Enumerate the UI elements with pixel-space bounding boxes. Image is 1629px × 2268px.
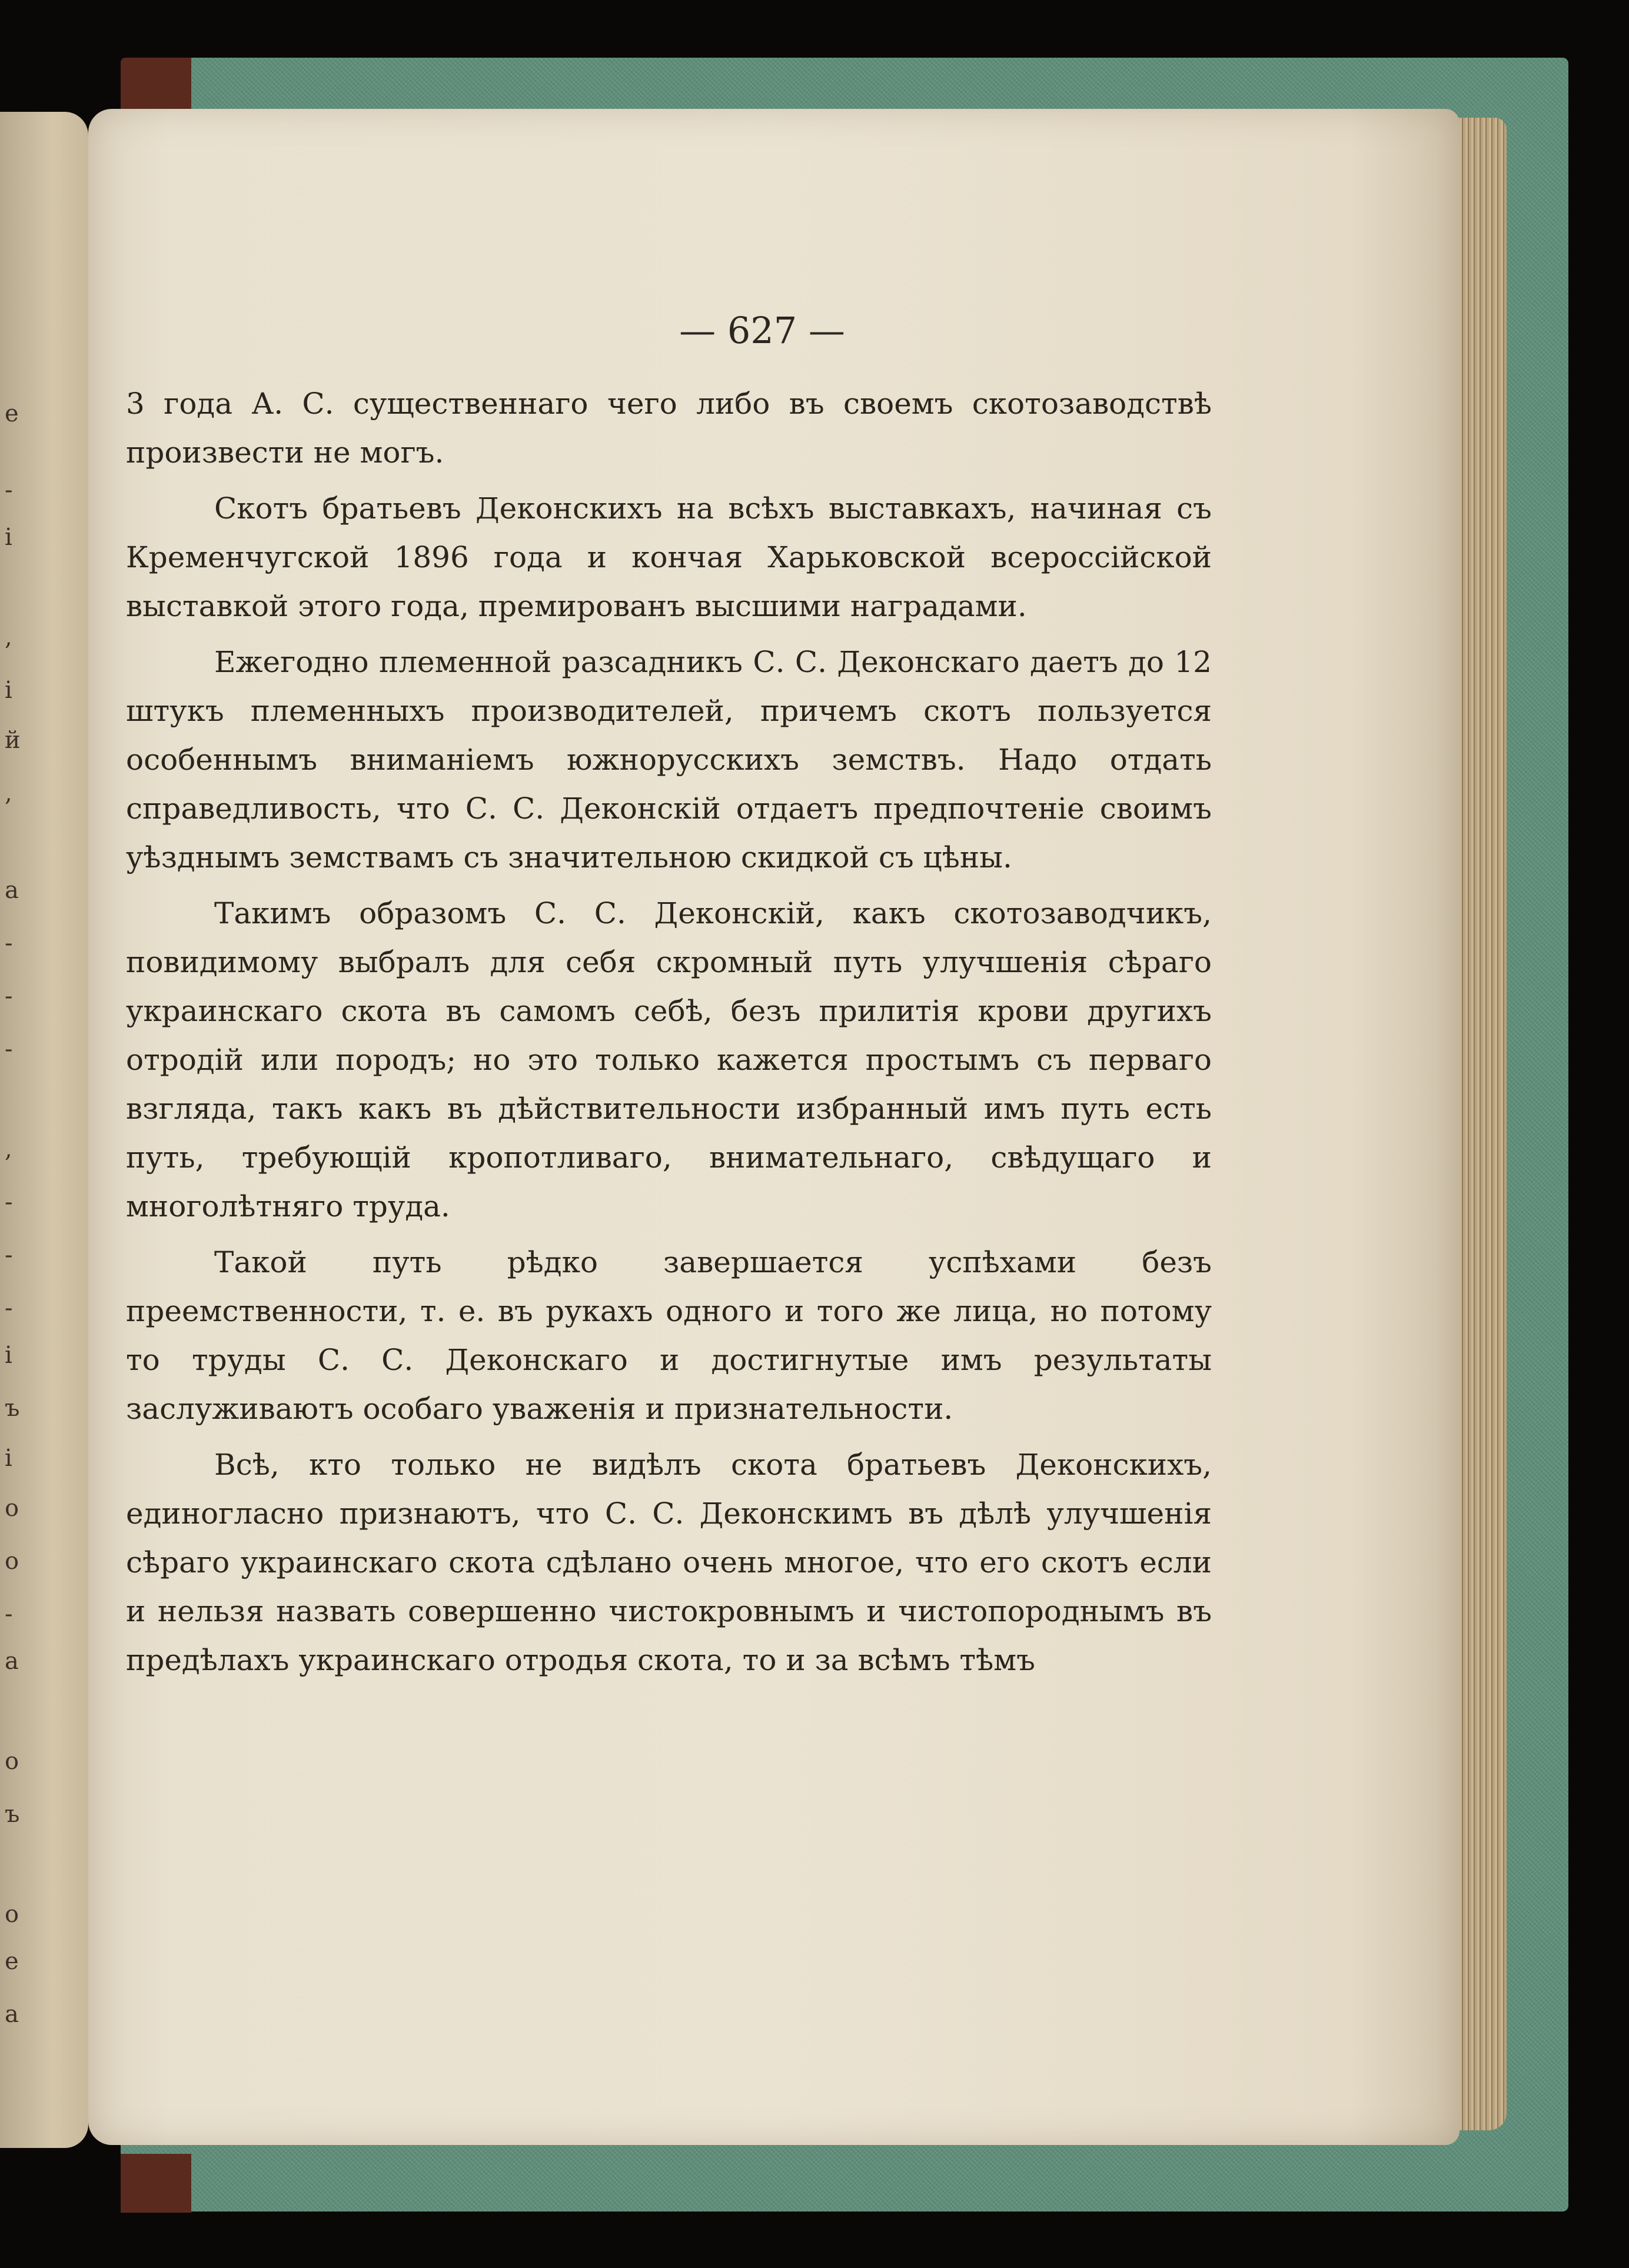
prev-page-mark: і (5, 1445, 12, 1472)
paragraph: Скотъ братьевъ Деконскихъ на всѣхъ выставкахъ, начиная съ Кременчугской 1896 года и кончая Харьковской всероссійской выставкой этого года, премированъ высшими наградами. (126, 491, 1212, 623)
previous-page-fragment (0, 112, 88, 2148)
prev-page-mark: - (5, 1295, 13, 1322)
prev-page-mark: а (5, 1648, 19, 1675)
paragraph: Такимъ образомъ С. С. Деконскій, какъ скотозаводчикъ, повидимому выбралъ для себя скромный путь улучшенія сѣраго украинскаго скота въ самомъ себѣ, безъ прилитія крови другихъ отродій или породъ; но это только кажется простымъ съ перваго взгляда, такъ какъ въ дѣйствительности избранный имъ путь есть путь, требующій кропотливаго, внимательнаго, свѣдущаго и многолѣтняго труда. (126, 896, 1212, 1223)
prev-page-mark: - (5, 1189, 13, 1216)
prev-page-mark: , (5, 1136, 12, 1163)
prev-page-mark: і (5, 1342, 12, 1369)
prev-page-mark: , (5, 624, 12, 651)
prev-page-mark: а (5, 877, 19, 904)
book-spine-top (121, 58, 191, 111)
prev-page-mark: е (5, 1948, 19, 1975)
prev-page-mark: о (5, 1495, 19, 1522)
paragraph: Такой путь рѣдко завершается успѣхами безъ преемственности, т. е. въ рукахъ одного и того же лица, но потому то труды С. С. Деконскаго и достигнутые имъ результаты заслуживаютъ особаго уваженія и признательности. (126, 1245, 1212, 1426)
prev-page-mark: і (5, 524, 12, 551)
prev-page-mark: - (5, 1601, 13, 1628)
prev-page-mark: е (5, 400, 19, 427)
prev-page-mark: - (5, 1242, 13, 1269)
prev-page-mark: і (5, 677, 12, 704)
page-body (126, 380, 1212, 1692)
prev-page-mark: а (5, 2001, 19, 2028)
book-page (88, 109, 1460, 2145)
prev-page-mark: о (5, 1748, 19, 1775)
prev-page-mark: - (5, 930, 13, 957)
prev-page-mark: - (5, 1036, 13, 1063)
prev-page-mark: ъ (5, 1395, 20, 1422)
prev-page-mark: - (5, 983, 13, 1010)
prev-page-mark: й (5, 727, 21, 754)
page-number: — 627 — (679, 309, 845, 352)
prev-page-mark: , (5, 780, 12, 807)
book-spine-bottom (121, 2154, 191, 2213)
paragraph: Всѣ, кто только не видѣлъ скота братьевъ Деконскихъ, единогласно признаютъ, что С. С. Деконскимъ въ дѣлѣ улучшенія сѣраго украинскаго скота сдѣлано очень многое, что его скотъ если и нельзя назвать совершенно чистокровнымъ и чистопороднымъ въ предѣлахъ украинскаго отродья скота, то и за всѣмъ тѣмъ (126, 1448, 1212, 1677)
paragraph: Ежегодно племенной разсадникъ С. С. Деконскаго даетъ до 12 штукъ племенныхъ производителей, причемъ скотъ пользуется особеннымъ вниманіемъ южнорусскихъ земствъ. Надо отдать справедливость, что С. С. Деконскій отдаетъ предпочтеніе своимъ уѣзднымъ земствамъ съ значительною скидкой съ цѣны. (126, 645, 1212, 874)
prev-page-mark: ъ (5, 1801, 20, 1828)
prev-page-mark: - (5, 477, 13, 504)
prev-page-mark: о (5, 1548, 19, 1575)
paragraph: 3 года А. С. существеннаго чего либо въ своемъ скотозаводствѣ произвести не могъ. (126, 387, 1212, 470)
prev-page-mark: о (5, 1901, 19, 1928)
